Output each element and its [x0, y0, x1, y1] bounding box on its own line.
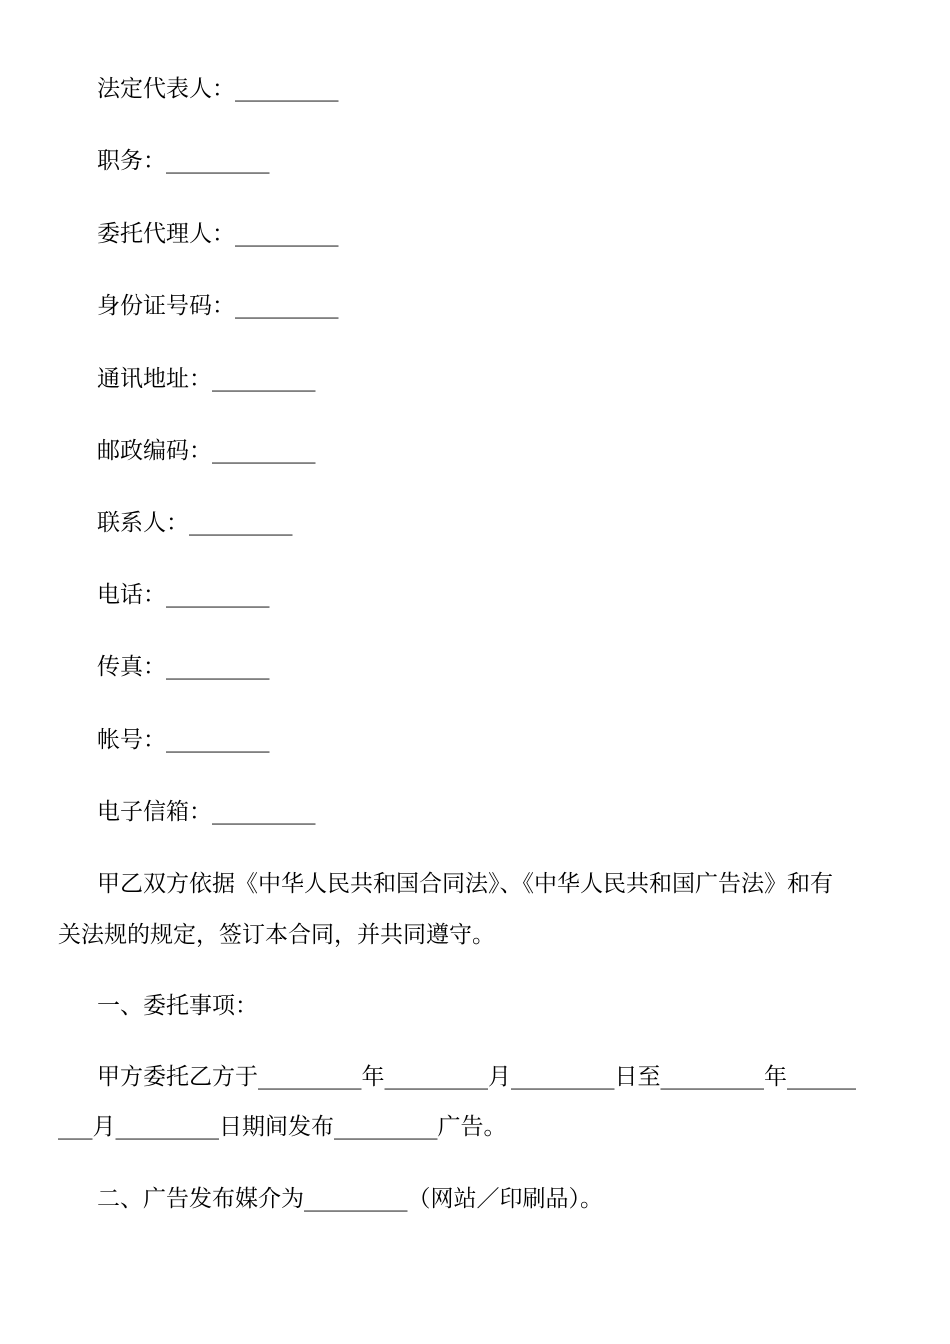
- intro-paragraph-line-2: 关法规的规定，签订本合同，并共同遵守。: [58, 922, 495, 948]
- section-1-line-1: 甲方委托乙方于_________年_________月_________日至_________年______: [97, 1064, 856, 1090]
- section-1-line-2: ___月_________日期间发布_________广告。: [58, 1114, 507, 1140]
- fax-field: 传真：_________: [97, 654, 270, 680]
- mailing-address-field: 通讯地址：_________: [97, 366, 316, 392]
- email-field: 电子信箱：_________: [97, 799, 316, 825]
- intro-paragraph-line-1: 甲乙双方依据《中华人民共和国合同法》、《中华人民共和国广告法》和有: [97, 871, 833, 897]
- legal-representative-field: 法定代表人：_________: [97, 76, 339, 102]
- position-field: 职务：_________: [97, 148, 270, 174]
- contact-person-field: 联系人：_________: [97, 510, 293, 536]
- authorized-agent-field: 委托代理人：_________: [97, 221, 339, 247]
- id-number-field: 身份证号码：_________: [97, 293, 339, 319]
- section-2-heading: 二、广告发布媒介为_________（网站／印刷品）。: [97, 1186, 603, 1212]
- account-number-field: 帐号：_________: [97, 727, 270, 753]
- phone-field: 电话：_________: [97, 582, 270, 608]
- section-1-heading: 一、委托事项：: [97, 993, 258, 1019]
- postal-code-field: 邮政编码：_________: [97, 438, 316, 464]
